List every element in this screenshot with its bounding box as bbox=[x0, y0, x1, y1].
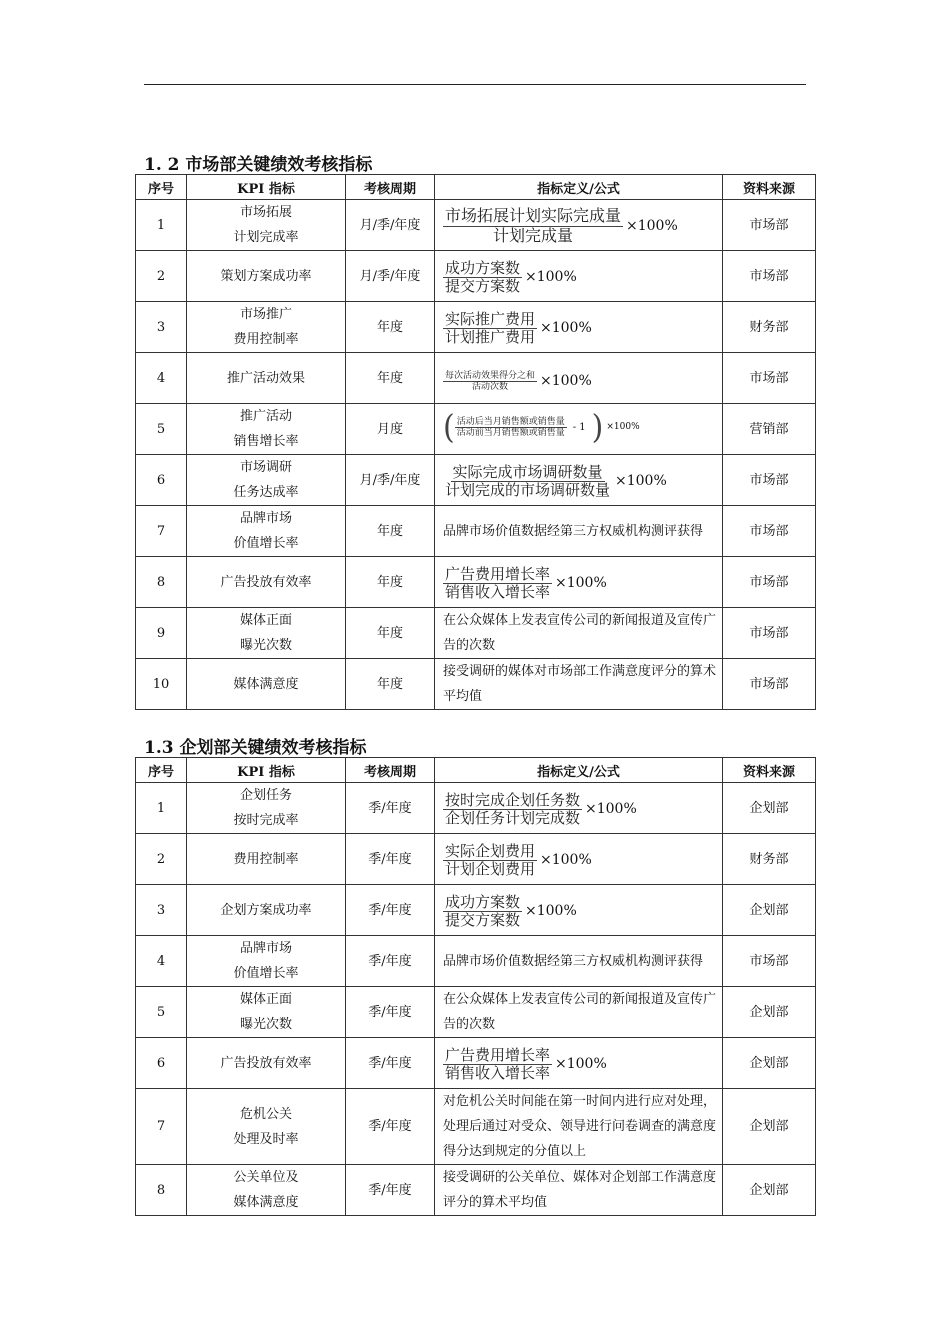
kpi-name-line: 市场调研 bbox=[239, 460, 292, 475]
table-row bbox=[136, 455, 816, 506]
formula-denominator: 计划完成的市场调研数量 bbox=[445, 481, 611, 499]
header-kpi: KPI 指标 bbox=[187, 758, 346, 783]
formula-denominator: 销售收入增长率 bbox=[445, 583, 551, 601]
right-paren: ) bbox=[591, 407, 604, 447]
market-kpi-table bbox=[135, 174, 816, 710]
kpi-name-cell bbox=[187, 353, 346, 404]
kpi-name-line: 品牌市场 bbox=[239, 511, 292, 526]
definition-text: 接受调研的公关单位、媒体对企划部工作满意度评分的算术平均值 bbox=[443, 1170, 717, 1210]
row-number-cell: 4 bbox=[136, 936, 187, 987]
kpi-name-cell bbox=[187, 885, 346, 936]
source-cell: 市场部 bbox=[723, 353, 816, 404]
cycle-cell: 季/年度 bbox=[346, 1165, 435, 1216]
kpi-name-line: 费用控制率 bbox=[233, 332, 299, 347]
parenthesized-expression bbox=[443, 407, 604, 447]
kpi-name-cell bbox=[187, 1165, 346, 1216]
kpi-name-cell bbox=[187, 659, 346, 710]
definition-cell bbox=[435, 1165, 723, 1216]
cycle-cell: 年度 bbox=[346, 506, 435, 557]
cycle-cell: 年度 bbox=[346, 353, 435, 404]
definition-text: 在公众媒体上发表宣传公司的新闻报道及宣传广告的次数 bbox=[443, 613, 717, 653]
kpi-name-line: 媒体正面 bbox=[239, 613, 292, 628]
source-cell: 市场部 bbox=[723, 200, 816, 251]
source-cell: 财务部 bbox=[723, 834, 816, 885]
definition-cell bbox=[435, 1089, 723, 1165]
formula bbox=[443, 407, 640, 447]
formula-numerator: 成功方案数 bbox=[445, 892, 521, 911]
kpi-name-cell bbox=[187, 200, 346, 251]
kpi-name-cell bbox=[187, 455, 346, 506]
definition-text: 品牌市场价值数据经第三方权威机构测评获得 bbox=[443, 523, 704, 539]
source-cell: 企划部 bbox=[723, 987, 816, 1038]
cycle-cell: 月/季/年度 bbox=[346, 200, 435, 251]
header-source: 资料来源 bbox=[723, 758, 816, 783]
source-cell: 市场部 bbox=[723, 936, 816, 987]
table-header-row bbox=[136, 758, 816, 783]
left-paren: ( bbox=[443, 407, 455, 447]
definition-cell bbox=[435, 200, 723, 251]
formula-multiplier: ×100% bbox=[525, 269, 577, 285]
source-cell: 企划部 bbox=[723, 1165, 816, 1216]
kpi-name-cell bbox=[187, 302, 346, 353]
table-row bbox=[136, 302, 816, 353]
formula bbox=[443, 843, 592, 879]
section-title-planning: 1.3 企划部关键绩效考核指标 bbox=[144, 738, 367, 758]
definition-text: 在公众媒体上发表宣传公司的新闻报道及宣传广告的次数 bbox=[443, 992, 717, 1032]
table-row bbox=[136, 353, 816, 404]
formula-multiplier: ×100% bbox=[555, 1056, 607, 1072]
formula-denominator: 计划完成量 bbox=[493, 225, 574, 245]
row-number-cell: 1 bbox=[136, 200, 187, 251]
table-row bbox=[136, 1038, 816, 1089]
kpi-name-line: 推广活动 bbox=[239, 409, 292, 424]
row-number-cell: 7 bbox=[136, 1089, 187, 1165]
table-row bbox=[136, 885, 816, 936]
formula-numerator: 每次活动效果得分之和 bbox=[445, 370, 536, 381]
definition-cell bbox=[435, 251, 723, 302]
header-rule bbox=[144, 84, 806, 85]
table-header-row bbox=[136, 175, 816, 200]
table-row bbox=[136, 783, 816, 834]
kpi-name-line: 媒体满意度 bbox=[233, 1195, 299, 1210]
row-number-cell: 8 bbox=[136, 1165, 187, 1216]
formula-numerator: 广告费用增长率 bbox=[445, 1045, 551, 1064]
fraction bbox=[443, 207, 623, 245]
table-row bbox=[136, 251, 816, 302]
formula-minus: - 1 bbox=[572, 422, 586, 433]
source-cell: 企划部 bbox=[723, 1038, 816, 1089]
kpi-name-cell bbox=[187, 987, 346, 1038]
fraction bbox=[443, 260, 522, 296]
formula bbox=[443, 792, 637, 828]
table-row bbox=[136, 834, 816, 885]
row-number-cell: 5 bbox=[136, 987, 187, 1038]
row-number-cell: 2 bbox=[136, 251, 187, 302]
source-cell: 市场部 bbox=[723, 251, 816, 302]
kpi-name-cell bbox=[187, 608, 346, 659]
formula-multiplier: ×100% bbox=[606, 422, 640, 432]
table-row bbox=[136, 987, 816, 1038]
formula-denominator: 计划企划费用 bbox=[445, 860, 536, 878]
formula bbox=[443, 1047, 607, 1083]
definition-cell bbox=[435, 783, 723, 834]
formula-denominator: 活动前当月销售额或销售量 bbox=[456, 428, 565, 438]
row-number-cell: 6 bbox=[136, 1038, 187, 1089]
header-cycle: 考核周期 bbox=[346, 175, 435, 200]
kpi-name-cell bbox=[187, 557, 346, 608]
cycle-cell: 季/年度 bbox=[346, 1038, 435, 1089]
definition-text: 品牌市场价值数据经第三方权威机构测评获得 bbox=[443, 953, 704, 969]
cycle-cell: 季/年度 bbox=[346, 783, 435, 834]
definition-cell bbox=[435, 885, 723, 936]
formula-denominator: 提交方案数 bbox=[445, 277, 521, 295]
row-number-cell: 10 bbox=[136, 659, 187, 710]
kpi-name-cell bbox=[187, 783, 346, 834]
planning-kpi-table bbox=[135, 757, 816, 1216]
kpi-name-line: 危机公关 bbox=[239, 1106, 292, 1122]
header-no: 序号 bbox=[136, 758, 187, 783]
row-number-cell: 2 bbox=[136, 834, 187, 885]
formula bbox=[443, 566, 607, 602]
kpi-name-line: 曝光次数 bbox=[239, 1017, 292, 1032]
formula-numerator: 实际完成市场调研数量 bbox=[452, 462, 603, 481]
definition-cell bbox=[435, 834, 723, 885]
kpi-name-line: 价值增长率 bbox=[233, 536, 299, 551]
table-row bbox=[136, 659, 816, 710]
source-cell: 企划部 bbox=[723, 1089, 816, 1165]
fraction bbox=[443, 1047, 552, 1083]
row-number-cell: 4 bbox=[136, 353, 187, 404]
row-number-cell: 5 bbox=[136, 404, 187, 455]
definition-cell bbox=[435, 608, 723, 659]
formula-denominator: 企划任务计划完成数 bbox=[445, 809, 581, 827]
source-cell: 企划部 bbox=[723, 885, 816, 936]
table-row bbox=[136, 608, 816, 659]
cycle-cell: 季/年度 bbox=[346, 885, 435, 936]
kpi-name-line: 计划完成率 bbox=[233, 230, 299, 245]
cycle-cell: 季/年度 bbox=[346, 987, 435, 1038]
definition-cell bbox=[435, 404, 723, 455]
formula bbox=[443, 207, 678, 245]
source-cell: 财务部 bbox=[723, 302, 816, 353]
kpi-name-cell bbox=[187, 404, 346, 455]
formula bbox=[443, 369, 592, 394]
header-no: 序号 bbox=[136, 175, 187, 200]
table-row bbox=[136, 936, 816, 987]
table-row bbox=[136, 557, 816, 608]
table-row bbox=[136, 404, 816, 455]
definition-cell bbox=[435, 936, 723, 987]
row-number-cell: 3 bbox=[136, 302, 187, 353]
row-number-cell: 9 bbox=[136, 608, 187, 659]
row-number-cell: 8 bbox=[136, 557, 187, 608]
cycle-cell: 年度 bbox=[346, 608, 435, 659]
kpi-name-line: 品牌市场 bbox=[239, 941, 292, 956]
source-cell: 市场部 bbox=[723, 455, 816, 506]
kpi-name-line: 企划方案成功率 bbox=[220, 902, 312, 918]
header-definition: 指标定义/公式 bbox=[435, 175, 723, 200]
kpi-name-line: 市场推广 bbox=[239, 307, 292, 322]
table-row bbox=[136, 506, 816, 557]
cycle-cell: 年度 bbox=[346, 302, 435, 353]
formula bbox=[443, 464, 667, 500]
fraction bbox=[443, 371, 537, 393]
formula bbox=[443, 311, 592, 347]
formula-multiplier: ×100% bbox=[585, 801, 637, 817]
source-cell: 市场部 bbox=[723, 608, 816, 659]
fraction bbox=[443, 843, 537, 879]
row-number-cell: 6 bbox=[136, 455, 187, 506]
definition-cell bbox=[435, 353, 723, 404]
kpi-name-cell bbox=[187, 251, 346, 302]
formula-multiplier: ×100% bbox=[555, 575, 607, 591]
cycle-cell: 年度 bbox=[346, 557, 435, 608]
kpi-name-line: 媒体满意度 bbox=[233, 676, 299, 692]
fraction bbox=[443, 311, 537, 347]
kpi-name-line: 市场拓展 bbox=[239, 205, 292, 220]
table-row bbox=[136, 200, 816, 251]
formula-multiplier: ×100% bbox=[540, 320, 592, 336]
row-number-cell: 1 bbox=[136, 783, 187, 834]
fraction bbox=[443, 464, 612, 500]
kpi-name-line: 处理及时率 bbox=[233, 1131, 299, 1147]
source-cell: 企划部 bbox=[723, 783, 816, 834]
formula bbox=[443, 260, 577, 296]
formula-numerator: 实际推广费用 bbox=[445, 309, 536, 328]
fraction bbox=[455, 417, 567, 439]
kpi-name-line: 销售增长率 bbox=[233, 434, 299, 449]
fraction bbox=[443, 566, 552, 602]
formula-numerator: 成功方案数 bbox=[445, 258, 521, 277]
kpi-name-line: 价值增长率 bbox=[233, 966, 299, 981]
definition-cell bbox=[435, 987, 723, 1038]
kpi-name-cell bbox=[187, 1038, 346, 1089]
source-cell: 营销部 bbox=[723, 404, 816, 455]
kpi-name-line: 推广活动效果 bbox=[226, 370, 305, 386]
kpi-name-line: 任务达成率 bbox=[233, 485, 299, 500]
formula-multiplier: ×100% bbox=[525, 903, 577, 919]
fraction bbox=[443, 792, 582, 828]
header-definition: 指标定义/公式 bbox=[435, 758, 723, 783]
cycle-cell: 月/季/年度 bbox=[346, 251, 435, 302]
cycle-cell: 月度 bbox=[346, 404, 435, 455]
header-kpi: KPI 指标 bbox=[187, 175, 346, 200]
formula-numerator: 活动后当月销售额或销售量 bbox=[456, 416, 565, 427]
kpi-name-line: 费用控制率 bbox=[233, 851, 299, 867]
kpi-name-line: 企划任务 bbox=[239, 788, 292, 803]
formula-denominator: 提交方案数 bbox=[445, 911, 521, 929]
kpi-name-line: 公关单位及 bbox=[233, 1170, 299, 1185]
source-cell: 市场部 bbox=[723, 659, 816, 710]
cycle-cell: 季/年度 bbox=[346, 1089, 435, 1165]
formula-multiplier: ×100% bbox=[615, 473, 667, 489]
definition-cell bbox=[435, 659, 723, 710]
formula-numerator: 广告费用增长率 bbox=[445, 564, 551, 583]
definition-text: 接受调研的媒体对市场部工作满意度评分的算术平均值 bbox=[443, 664, 717, 704]
formula-denominator: 计划推广费用 bbox=[445, 328, 536, 346]
kpi-name-line: 曝光次数 bbox=[239, 638, 292, 653]
kpi-name-line: 媒体正面 bbox=[239, 992, 292, 1007]
formula-denominator: 活动次数 bbox=[472, 382, 509, 393]
formula-multiplier: ×100% bbox=[626, 217, 678, 234]
kpi-name-line: 广告投放有效率 bbox=[220, 1055, 312, 1071]
formula-numerator: 按时完成企划任务数 bbox=[445, 790, 581, 809]
kpi-name-cell bbox=[187, 506, 346, 557]
row-number-cell: 7 bbox=[136, 506, 187, 557]
formula-numerator: 市场拓展计划实际完成量 bbox=[445, 206, 622, 226]
table-row bbox=[136, 1089, 816, 1165]
kpi-name-line: 广告投放有效率 bbox=[220, 574, 312, 590]
definition-cell bbox=[435, 506, 723, 557]
cycle-cell: 年度 bbox=[346, 659, 435, 710]
cycle-cell: 季/年度 bbox=[346, 834, 435, 885]
definition-cell bbox=[435, 302, 723, 353]
header-cycle: 考核周期 bbox=[346, 758, 435, 783]
definition-cell bbox=[435, 557, 723, 608]
fraction bbox=[443, 894, 522, 930]
definition-cell bbox=[435, 1038, 723, 1089]
section-title-market: 1. 2 市场部关键绩效考核指标 bbox=[144, 155, 373, 175]
formula bbox=[443, 894, 577, 930]
kpi-name-cell bbox=[187, 1089, 346, 1165]
source-cell: 市场部 bbox=[723, 557, 816, 608]
definition-text: 对危机公关时间能在第一时间内进行应对处理，处理后通过对受众、领导进行问卷调查的满意度得分达到规定的分值以上 bbox=[443, 1094, 717, 1159]
formula-numerator: 实际企划费用 bbox=[445, 841, 536, 860]
kpi-name-cell bbox=[187, 834, 346, 885]
cycle-cell: 季/年度 bbox=[346, 936, 435, 987]
formula-multiplier: ×100% bbox=[540, 373, 592, 390]
kpi-name-cell bbox=[187, 936, 346, 987]
definition-cell bbox=[435, 455, 723, 506]
kpi-name-line: 策划方案成功率 bbox=[220, 268, 312, 284]
table-row bbox=[136, 1165, 816, 1216]
formula-denominator: 销售收入增长率 bbox=[445, 1064, 551, 1082]
source-cell: 市场部 bbox=[723, 506, 816, 557]
cycle-cell: 月/季/年度 bbox=[346, 455, 435, 506]
row-number-cell: 3 bbox=[136, 885, 187, 936]
formula-multiplier: ×100% bbox=[540, 852, 592, 868]
header-source: 资料来源 bbox=[723, 175, 816, 200]
kpi-name-line: 按时完成率 bbox=[233, 813, 299, 828]
